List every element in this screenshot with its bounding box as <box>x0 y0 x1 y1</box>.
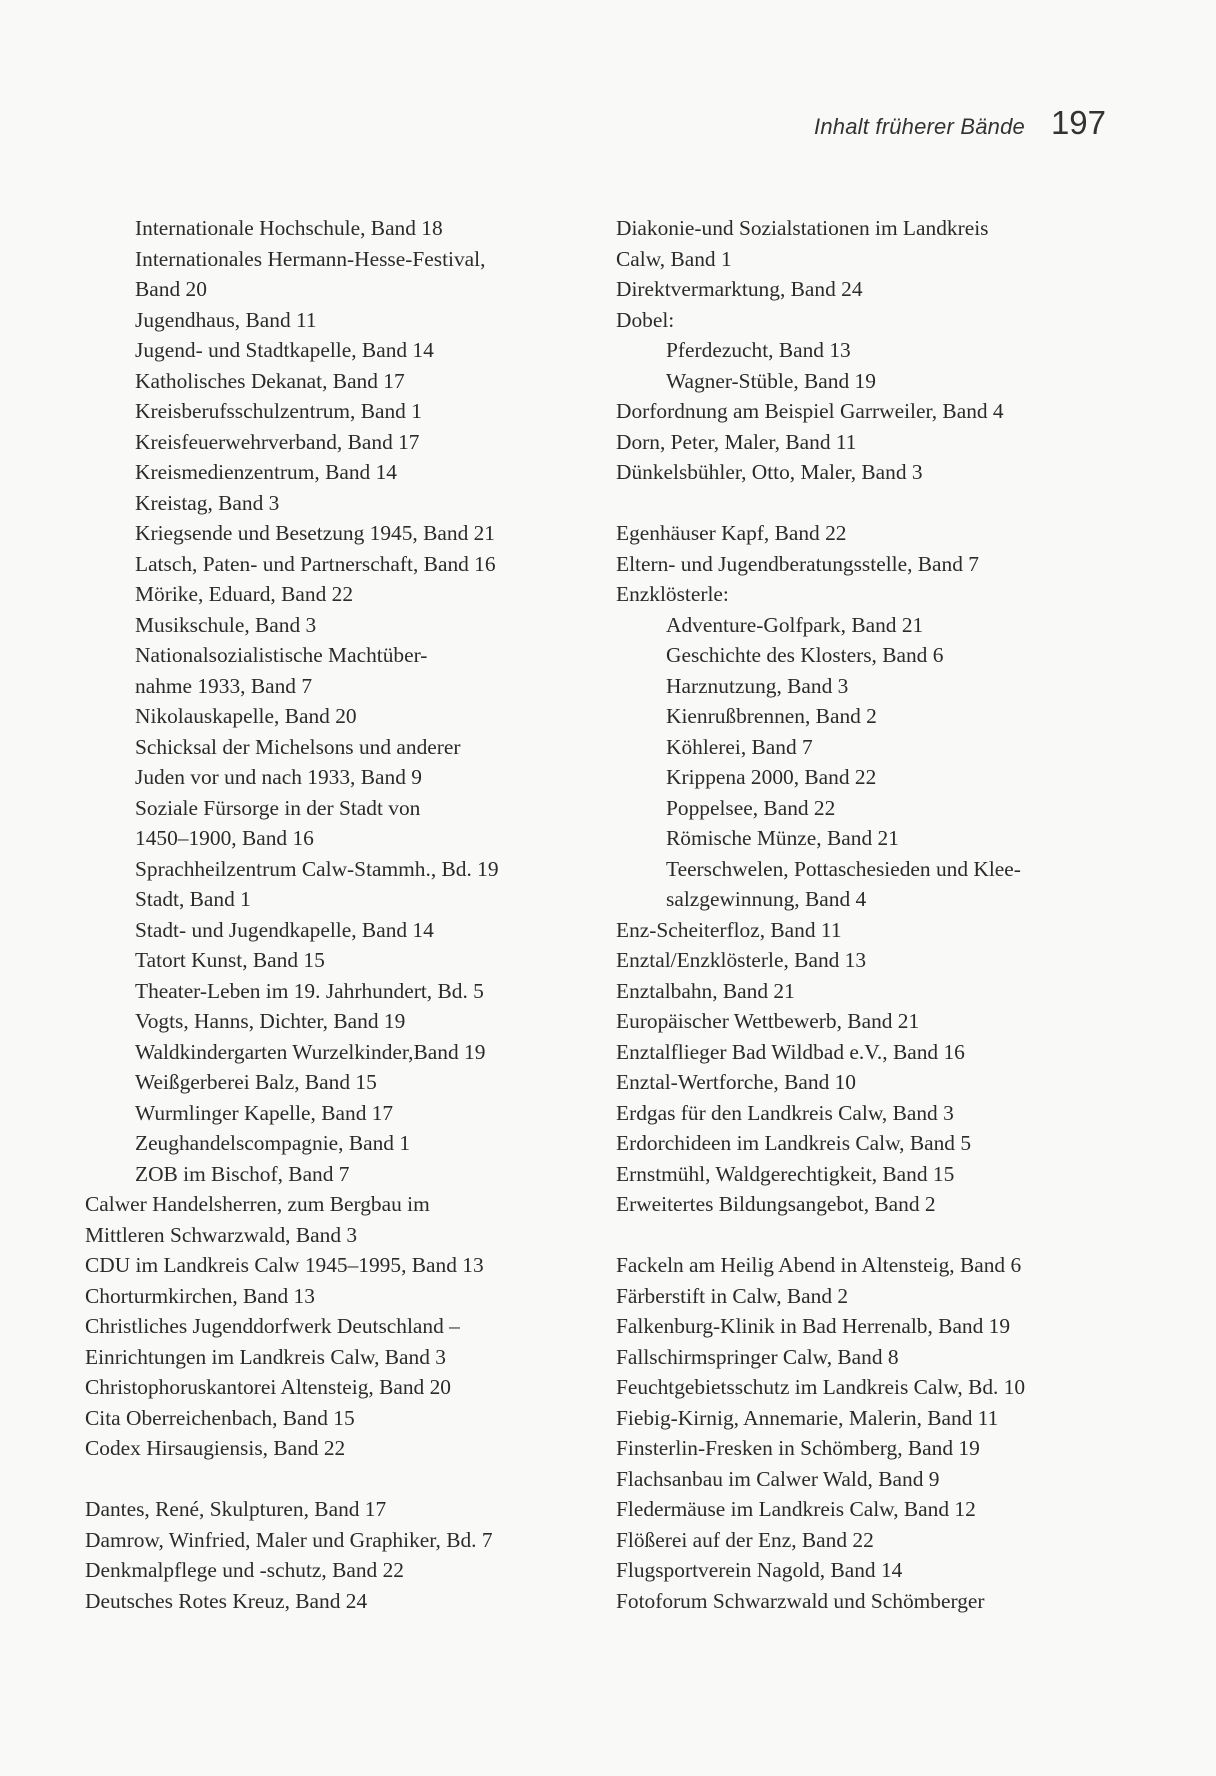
index-subentry: Kreisfeuerwehrverband, Band 17 <box>135 429 420 454</box>
index-entry: Denkmalpflege und -schutz, Band 22 <box>85 1558 404 1582</box>
running-header-title: Inhalt früherer Bände <box>814 114 1025 139</box>
index-column-right <box>616 213 1116 1616</box>
index-entry: Christophoruskantorei Altensteig, Band 20 <box>85 1375 451 1399</box>
index-entry: Diakonie-und Sozialstationen im Landkreis <box>616 216 989 240</box>
index-subentry: Theater-Leben im 19. Jahrhundert, Bd. 5 <box>135 978 484 1003</box>
index-subentry: ZOB im Bischof, Band 7 <box>135 1161 350 1186</box>
index-section-gap <box>85 1464 605 1495</box>
index-entry: Finsterlin-Fresken in Schömberg, Band 19 <box>616 1436 980 1460</box>
index-entry: Cita Oberreichenbach, Band 15 <box>85 1405 355 1430</box>
index-entry: Flößerei auf der Enz, Band 22 <box>616 1527 874 1552</box>
index-subentry: Köhlerei, Band 7 <box>666 734 813 759</box>
index-entry: Fledermäuse im Landkreis Calw, Band 12 <box>616 1497 976 1521</box>
index-subentry: Stadt- und Jugendkapelle, Band 14 <box>135 917 434 942</box>
index-entry: Eltern- und Jugendberatungsstelle, Band 7 <box>616 551 979 576</box>
index-subentry: Geschichte des Klosters, Band 6 <box>666 643 944 667</box>
index-subentry: Schicksal der Michelsons und anderer <box>135 734 461 759</box>
index-subentry: Zeughandelscompagnie, Band 1 <box>135 1131 411 1155</box>
index-entry: Flugsportverein Nagold, Band 14 <box>616 1558 903 1582</box>
index-entry: Fotoforum Schwarzwald und Schömberger <box>616 1588 985 1613</box>
index-subentry: Juden vor und nach 1933, Band 9 <box>135 765 422 789</box>
index-subentry: Wurmlinger Kapelle, Band 17 <box>135 1100 394 1125</box>
index-entry: Dobel: <box>616 307 675 332</box>
index-subentry: salzgewinnung, Band 4 <box>666 887 867 911</box>
index-subentry: Römische Münze, Band 21 <box>666 826 899 850</box>
index-subentry: Kienrußbrennen, Band 2 <box>666 704 877 728</box>
running-header <box>814 104 1106 142</box>
index-entry: Damrow, Winfried, Maler und Graphiker, Bd. 7 <box>85 1527 493 1552</box>
index-subentry: Soziale Fürsorge in der Stadt von <box>135 795 421 820</box>
index-subentry: Jugendhaus, Band 11 <box>135 307 317 332</box>
index-subentry: Nationalsozialistische Machtüber- <box>135 643 428 667</box>
index-subentry: Band 20 <box>135 277 207 301</box>
index-subentry: Kreisberufsschulzentrum, Band 1 <box>135 399 422 423</box>
index-entry: Enzklösterle: <box>616 582 729 606</box>
index-subentry: Pferdezucht, Band 13 <box>666 338 851 362</box>
index-subentry: Musikschule, Band 3 <box>135 612 317 637</box>
index-entry: Feuchtgebietsschutz im Landkreis Calw, Bd. 10 <box>616 1375 1026 1399</box>
index-entry: Mittleren Schwarzwald, Band 3 <box>85 1222 358 1247</box>
index-entry: Chorturmkirchen, Band 13 <box>85 1283 315 1308</box>
index-subentry: Teerschwelen, Pottaschesieden und Klee- <box>666 856 1021 881</box>
index-subentry: Sprachheilzentrum Calw-Stammh., Bd. 19 <box>135 856 499 881</box>
index-subentry: nahme 1933, Band 7 <box>135 673 313 698</box>
index-entry: Enztal/Enzklösterle, Band 13 <box>616 948 867 972</box>
index-entry: Fackeln am Heilig Abend in Altensteig, Band 6 <box>616 1253 1022 1277</box>
index-entry: Dantes, René, Skulpturen, Band 17 <box>85 1497 387 1521</box>
index-entry: Egenhäuser Kapf, Band 22 <box>616 521 847 545</box>
index-subentry: Weißgerberei Balz, Band 15 <box>135 1070 377 1094</box>
index-entry: Flachsanbau im Calwer Wald, Band 9 <box>616 1466 940 1491</box>
index-entry: Deutsches Rotes Kreuz, Band 24 <box>85 1588 368 1613</box>
index-subentry: Internationales Hermann-Hesse-Festival, <box>135 246 486 271</box>
index-entry: Dünkelsbühler, Otto, Maler, Band 3 <box>616 460 923 484</box>
index-subentry: Adventure-Golfpark, Band 21 <box>666 612 924 637</box>
index-entry: Dorfordnung am Beispiel Garrweiler, Band 4 <box>616 399 1004 423</box>
index-subentry: Mörike, Eduard, Band 22 <box>135 582 354 606</box>
index-subentry: Krippena 2000, Band 22 <box>666 765 877 789</box>
index-subentry: Poppelsee, Band 22 <box>666 795 836 820</box>
index-subentry: Latsch, Paten- und Partnerschaft, Band 16 <box>135 551 496 576</box>
index-subentry: Waldkindergarten Wurzelkinder,Band 19 <box>135 1039 486 1064</box>
index-subentry: Vogts, Hanns, Dichter, Band 19 <box>135 1009 406 1033</box>
index-entry: Einrichtungen im Landkreis Calw, Band 3 <box>85 1344 446 1369</box>
index-entry: Enztal-Wertforche, Band 10 <box>616 1070 857 1094</box>
index-subentry: Wagner-Stüble, Band 19 <box>666 368 876 393</box>
index-entry: Direktvermarktung, Band 24 <box>616 277 863 301</box>
index-subentry: Katholisches Dekanat, Band 17 <box>135 368 405 393</box>
index-subentry: Kriegsende und Besetzung 1945, Band 21 <box>135 521 496 545</box>
index-subentry: Stadt, Band 1 <box>135 887 251 911</box>
index-subentry: Internationale Hochschule, Band 18 <box>135 216 443 240</box>
index-subentry: Tatort Kunst, Band 15 <box>135 948 325 972</box>
page-number: 197 <box>1050 104 1106 141</box>
index-section-gap <box>616 1220 1116 1251</box>
index-subentry: Jugend- und Stadtkapelle, Band 14 <box>135 338 434 362</box>
index-entry: Enz-Scheiterfloz, Band 11 <box>616 917 842 942</box>
index-entry: Erdgas für den Landkreis Calw, Band 3 <box>616 1100 954 1125</box>
index-column-left <box>85 213 605 1616</box>
index-entry: Erdorchideen im Landkreis Calw, Band 5 <box>616 1131 972 1155</box>
index-subentry: Kreismedienzentrum, Band 14 <box>135 460 397 484</box>
index-entry: CDU im Landkreis Calw 1945–1995, Band 13 <box>85 1253 484 1277</box>
index-section-gap <box>616 488 1116 519</box>
index-entry: Christliches Jugenddorfwerk Deutschland – <box>85 1314 460 1338</box>
index-entry: Färberstift in Calw, Band 2 <box>616 1283 849 1308</box>
index-subentry: Harznutzung, Band 3 <box>666 673 849 698</box>
index-subentry: Kreistag, Band 3 <box>135 490 280 515</box>
index-entry: Calwer Handelsherren, zum Bergbau im <box>85 1192 430 1216</box>
index-entry: Enztalbahn, Band 21 <box>616 978 795 1003</box>
index-subentry: Nikolauskapelle, Band 20 <box>135 704 357 728</box>
index-entry: Erweitertes Bildungsangebot, Band 2 <box>616 1192 936 1216</box>
index-entry: Fallschirmspringer Calw, Band 8 <box>616 1344 899 1369</box>
index-entry: Codex Hirsaugiensis, Band 22 <box>85 1436 346 1460</box>
index-entry: Calw, Band 1 <box>616 246 732 271</box>
index-entry: Ernstmühl, Waldgerechtigkeit, Band 15 <box>616 1161 955 1186</box>
index-entry: Europäischer Wettbewerb, Band 21 <box>616 1009 920 1033</box>
index-entry: Enztalflieger Bad Wildbad e.V., Band 16 <box>616 1039 965 1064</box>
index-entry: Falkenburg-Klinik in Bad Herrenalb, Band 19 <box>616 1314 1011 1338</box>
index-entry: Dorn, Peter, Maler, Band 11 <box>616 429 857 454</box>
index-entry: Fiebig-Kirnig, Annemarie, Malerin, Band 11 <box>616 1405 999 1430</box>
index-subentry: 1450–1900, Band 16 <box>135 826 314 850</box>
